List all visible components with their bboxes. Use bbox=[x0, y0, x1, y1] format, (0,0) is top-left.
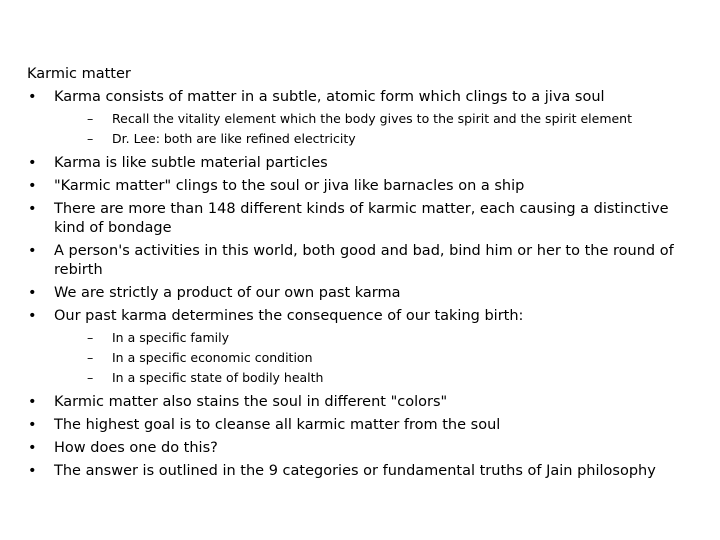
sub-item bbox=[54, 370, 697, 386]
bullet-marker: • bbox=[28, 417, 37, 433]
bullet-item bbox=[27, 200, 697, 238]
bullet-marker: • bbox=[28, 394, 37, 410]
bullet-text: A person's activities in this world, both good and bad, bind him or her to the round of rebirth bbox=[54, 243, 674, 278]
bullet-item bbox=[27, 393, 697, 412]
bullet-marker: • bbox=[28, 155, 37, 171]
bullet-marker: • bbox=[28, 178, 37, 194]
bullet-marker: • bbox=[28, 285, 37, 301]
bullet-item bbox=[27, 177, 697, 196]
sub-text: In a specific state of bodily health bbox=[112, 370, 324, 385]
bullet-item bbox=[27, 439, 697, 458]
bullet-list bbox=[27, 88, 697, 485]
bullet-marker: • bbox=[28, 440, 37, 456]
sub-marker: – bbox=[87, 111, 94, 126]
bullet-text: There are more than 148 different kinds of karmic matter, each causing a distinctive kind of bondage bbox=[54, 201, 669, 236]
sub-item bbox=[54, 131, 697, 147]
sub-list bbox=[54, 111, 697, 147]
bullet-text: Karmic matter also stains the soul in different "colors" bbox=[54, 394, 448, 410]
sub-text: In a specific family bbox=[112, 330, 229, 345]
slide-title: Karmic matter bbox=[27, 66, 131, 82]
bullet-item bbox=[27, 284, 697, 303]
sub-item bbox=[54, 350, 697, 366]
sub-list bbox=[54, 330, 697, 386]
sub-text: In a specific economic condition bbox=[112, 350, 313, 365]
bullet-text: Karma is like subtle material particles bbox=[54, 155, 328, 171]
sub-item bbox=[54, 111, 697, 127]
bullet-item bbox=[27, 462, 697, 481]
bullet-text: The answer is outlined in the 9 categories or fundamental truths of Jain philosophy bbox=[54, 463, 656, 479]
bullet-text: We are strictly a product of our own past karma bbox=[54, 285, 401, 301]
bullet-marker: • bbox=[28, 243, 37, 259]
bullet-marker: • bbox=[28, 308, 37, 324]
sub-marker: – bbox=[87, 330, 94, 345]
bullet-item bbox=[27, 307, 697, 386]
bullet-text: Our past karma determines the consequence of our taking birth: bbox=[54, 308, 524, 324]
sub-marker: – bbox=[87, 131, 94, 146]
bullet-marker: • bbox=[28, 89, 37, 105]
bullet-item bbox=[27, 416, 697, 435]
bullet-text: "Karmic matter" clings to the soul or jiva like barnacles on a ship bbox=[54, 178, 525, 194]
bullet-item bbox=[27, 88, 697, 147]
sub-text: Recall the vitality element which the body gives to the spirit and the spirit element bbox=[112, 111, 633, 126]
bullet-text: Karma consists of matter in a subtle, atomic form which clings to a jiva soul bbox=[54, 89, 605, 105]
bullet-item bbox=[27, 242, 697, 280]
sub-marker: – bbox=[87, 370, 94, 385]
bullet-marker: • bbox=[28, 201, 37, 217]
bullet-marker: • bbox=[28, 463, 37, 479]
bullet-item bbox=[27, 154, 697, 173]
sub-marker: – bbox=[87, 350, 94, 365]
sub-item bbox=[54, 330, 697, 346]
bullet-text: The highest goal is to cleanse all karmic matter from the soul bbox=[54, 417, 501, 433]
sub-text: Dr. Lee: both are like refined electricity bbox=[112, 131, 356, 146]
bullet-text: How does one do this? bbox=[54, 440, 218, 456]
